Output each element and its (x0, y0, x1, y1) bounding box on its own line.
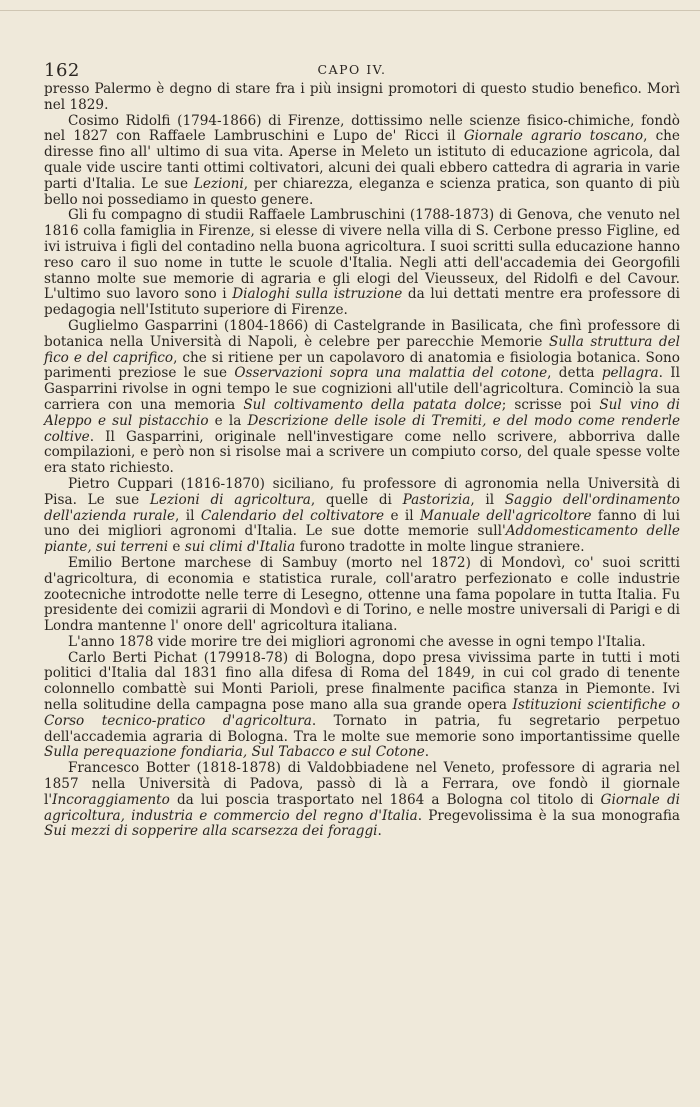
page-number: 162 (44, 60, 80, 81)
body-text (44, 82, 680, 840)
paragraph-botter: Francesco Botter (1818-1878) di Valdobbiadene nel Veneto, professore di agraria nel 1857 nella Università di Padova, passò di là a Ferrara, ove fondò il giornale l'Incoraggiamento da lui poscia trasportato nel 1864 a Bologna col titolo di Giornale di agricoltura, industria e commercio del regno d'Italia. Pregevolissima è la sua monografia Sui mezzi di sopperire alla scarsezza dei foraggi. (44, 760, 681, 840)
page-header (44, 60, 660, 82)
paragraph-anno-1878: L'anno 1878 vide morire tre dei migliori agronomi che avesse in ogni tempo l'Italia. (68, 633, 646, 650)
top-edge (0, 0, 700, 11)
paragraph-cuppari: Pietro Cuppari (1816-1870) siciliano, fu professore di agronomia nella Università di Pisa. Le sue Lezioni di agricoltura, quelle di Pastorizia, il Saggio dell'ordinamento dell'azienda rurale, il Calendario del coltivatore e il Manuale dell'agricoltore fanno di lui uno dei migliori agronomi d'Italia. Le sue dotte memorie sull'Addomesticamento delle piante, sui terreni e sui climi d'Italia furono tradotte in molte lingue straniere. (44, 475, 680, 556)
paragraph-palermo: presso Palermo è degno di stare fra i più insigni promotori di questo studio benefico. Morì nel 1829. (44, 81, 680, 113)
paragraph-gasparrini: Guglielmo Gasparrini (1804-1866) di Castelgrande in Basilicata, che finì professore di botanica nella Università di Napoli, è celebre per parecchie Memorie Sulla struttura del fico e del caprifico, che si ritiene per un capolavoro di anatomia e fisiologia botanica. Sono parimenti preziose le sue Osservazioni sopra una malattia del cotone, detta pellagra. Il Gasparrini rivolse in ogni tempo le sue cognizioni all'utile dell'agricoltura. Cominciò la sua carriera con una memoria Sul coltivamento della patata dolce; scrisse poi Sul vino di Aleppo e sul pistacchio e la Descrizione delle isole di Tremiti, e del modo come renderle coltive. Il Gasparrini, originale nell'investigare come nello scrivere, abborriva dalle compilazioni, e però non si risolse mai a scrivere un compiuto corso, del quale spesse volte era stato richiesto. (44, 317, 681, 477)
paragraph-lambruschini: Gli fu compagno di studii Raffaele Lambruschini (1788-1873) di Genova, che venuto nel 1816 colla famiglia in Firenze, si elesse di vivere nella villa di S. Cerbone presso Figline, ed ivi istruiva i figli del contadino nella buona agricoltura. I suoi scritti sulla educazione hanno reso caro il suo nome in tutte le scuole d'Italia. Negli atti dell'accademia dei Georgofili stanno molte sue memorie di agraria e gli elogi del Vieusseux, del Ridolfi e del Cavour. L'ultimo suo lavoro sono i Dialoghi sulla istruzione da lui dettati mentre era professore di pedagogia nell'Istituto superiore di Firenze. (44, 207, 681, 319)
paragraph-bertone: Emilio Bertone marchese di Sambuy (morto nel 1872) di Mondovì, co' suoi scritti d'agricoltura, di economia e statistica rurale, coll'aratro perfezionato e colle industrie zootecniche introdotte nelle terre di Lesegno, ottenne una fama popolare in tutta Italia. Fu presidente dei comizii agrarii di Mondovì e di Torino, e nelle mostre universali di Parigi e di Londra mantenne l' onore dell' agricoltura italiana. (44, 554, 680, 635)
paragraph-ridolfi: Cosimo Ridolfi (1794-1866) di Firenze, dottissimo nelle scienze fisico-chimiche, fondò nel 1827 con Raffaele Lambruschini e Lupo de' Ricci il Giornale agrario toscano, che diresse fino all' ultimo di sua vita. Aperse in Meleto un istituto di educazione agricola, dal quale vide uscire tanti ottimi coltivatori, alcuni dei quali ebbero cattedra di agraria in varie parti d'Italia. Le sue Lezioni, per chiarezza, eleganza e scienza pratica, son quanto di più bello noi possediamo in questo genere. (44, 112, 680, 208)
paragraph-berti-pichat: Carlo Berti Pichat (179918-78) di Bologna, dopo presa vivissima parte in tutti i moti politici d'Italia dal 1831 fino alla difesa di Roma del 1849, in cui col grado di tenente colonnello combattè sui Monti Parioli, prese finalmente pacifica stanza in Piemonte. Ivi nella solitudine della campagna pose mano alla sua grande opera Istituzioni scientifiche o Corso tecnico-pratico d'agricoltura. Tornato in patria, fu segretario perpetuo dell'accademia agraria di Bologna. Tra le molte sue memorie sono importantissime quelle Sulla perequazione fondiaria, Sul Tabacco e sul Cotone. (44, 649, 681, 761)
running-head: CAPO IV. (317, 62, 387, 77)
